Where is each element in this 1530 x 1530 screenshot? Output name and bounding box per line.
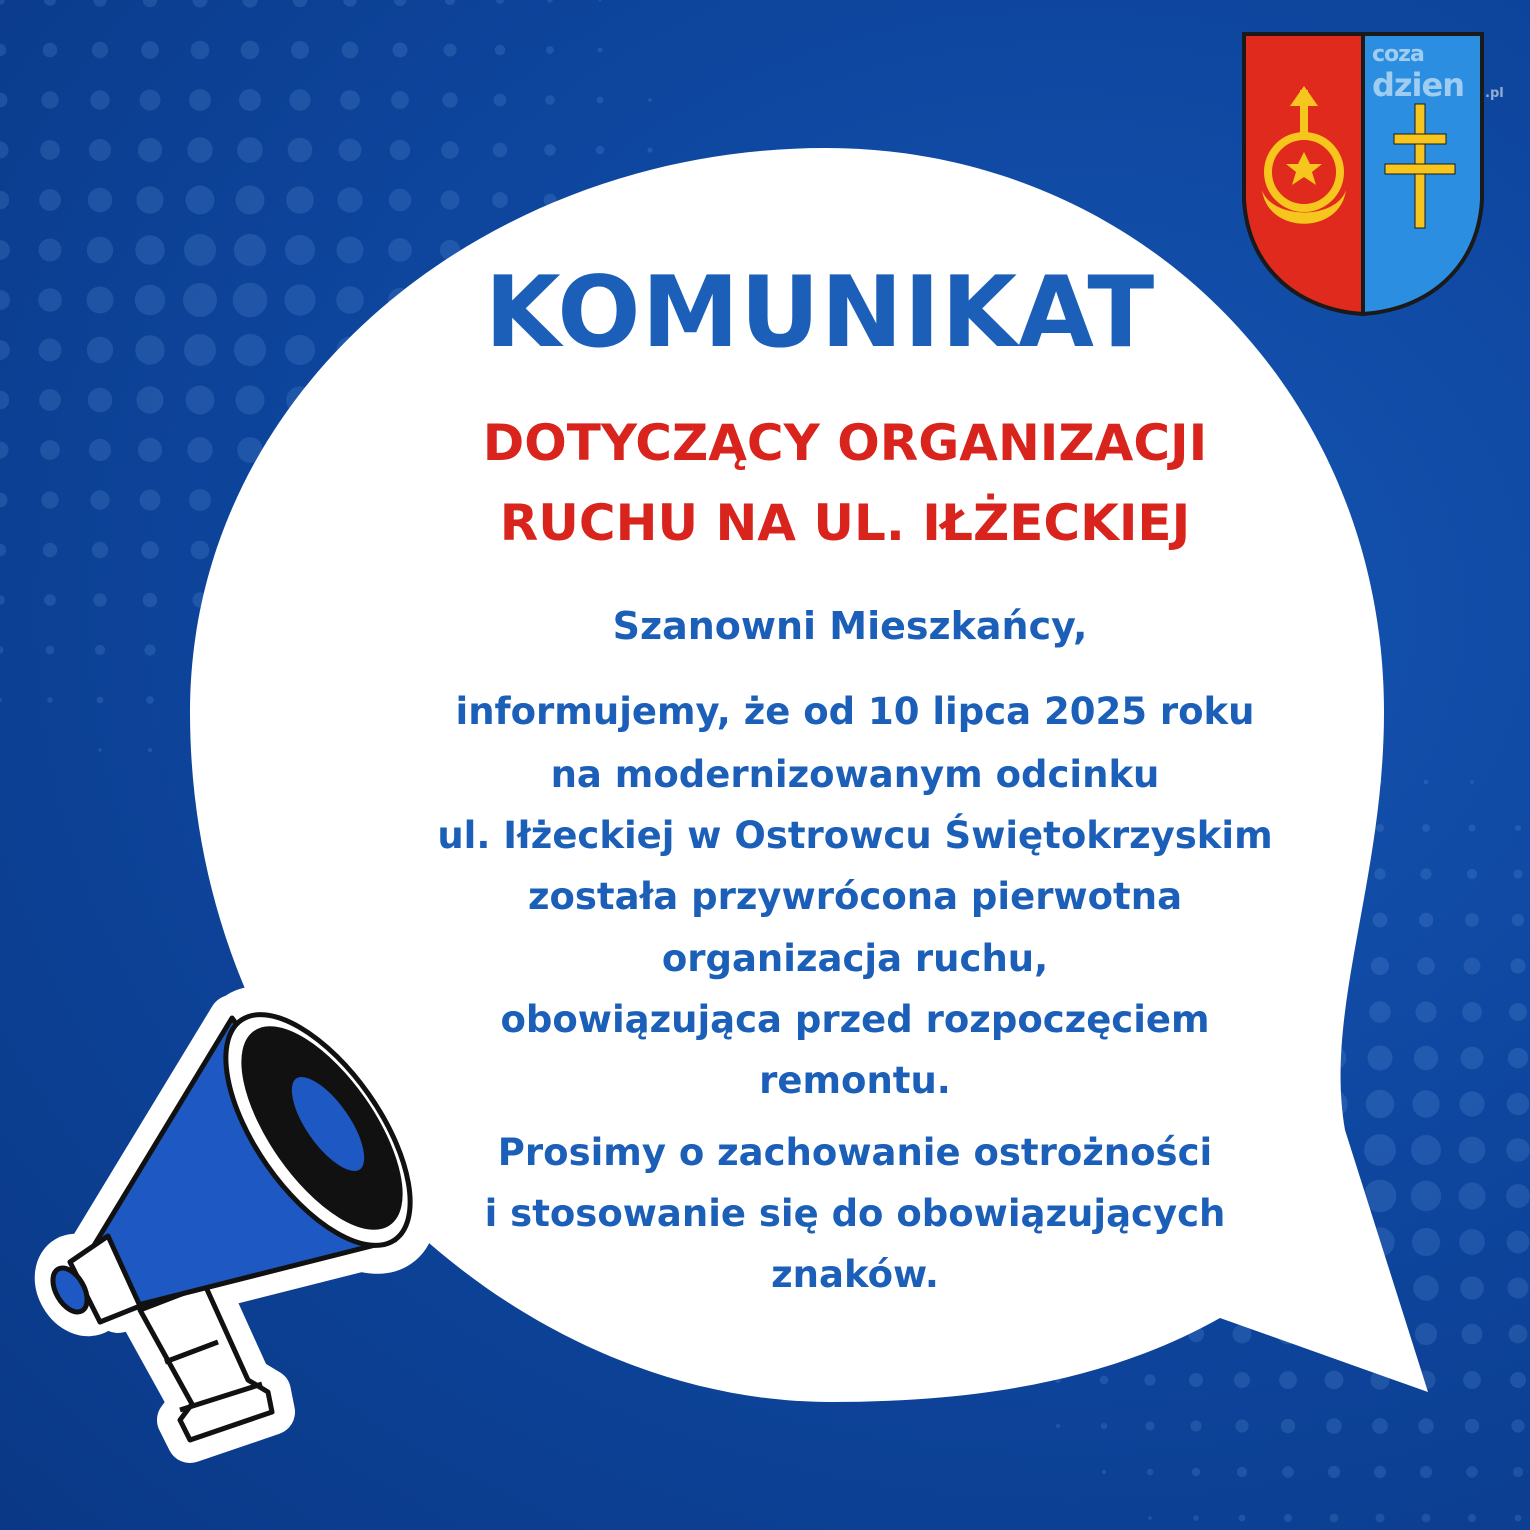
watermark-suffix: .pl xyxy=(1485,86,1504,101)
body-line-2: na modernizowanym odcinku xyxy=(550,753,1160,796)
greeting: Szanowni Mieszkańcy, xyxy=(612,604,1088,648)
body-line-5: organizacja ruchu, xyxy=(661,937,1049,980)
closing-line-2: i stosowanie się do obowiązujących xyxy=(484,1192,1226,1235)
body-line-6: obowiązująca przed rozpoczęciem xyxy=(500,998,1210,1041)
page-title: KOMUNIKAT xyxy=(484,256,1156,370)
body-line-3: ul. Iłżeckiej w Ostrowcu Świętokrzyskim xyxy=(437,814,1273,857)
site-watermark xyxy=(1372,42,1512,102)
closing-line-3: znaków. xyxy=(771,1253,939,1296)
body-line-7: remontu. xyxy=(759,1059,951,1102)
watermark-line1: coza xyxy=(1372,42,1424,67)
watermark-line2: dzien xyxy=(1372,66,1464,104)
body-line-1: informujemy, że od 10 lipca 2025 roku xyxy=(455,690,1255,733)
subtitle-line-1: DOTYCZĄCY ORGANIZACJI xyxy=(482,414,1208,472)
closing-line-1: Prosimy o zachowanie ostrożności xyxy=(497,1131,1213,1174)
body-line-4: została przywrócona pierwotna xyxy=(527,875,1183,918)
subtitle-line-2: RUCHU NA UL. IŁŻECKIEJ xyxy=(499,494,1191,552)
